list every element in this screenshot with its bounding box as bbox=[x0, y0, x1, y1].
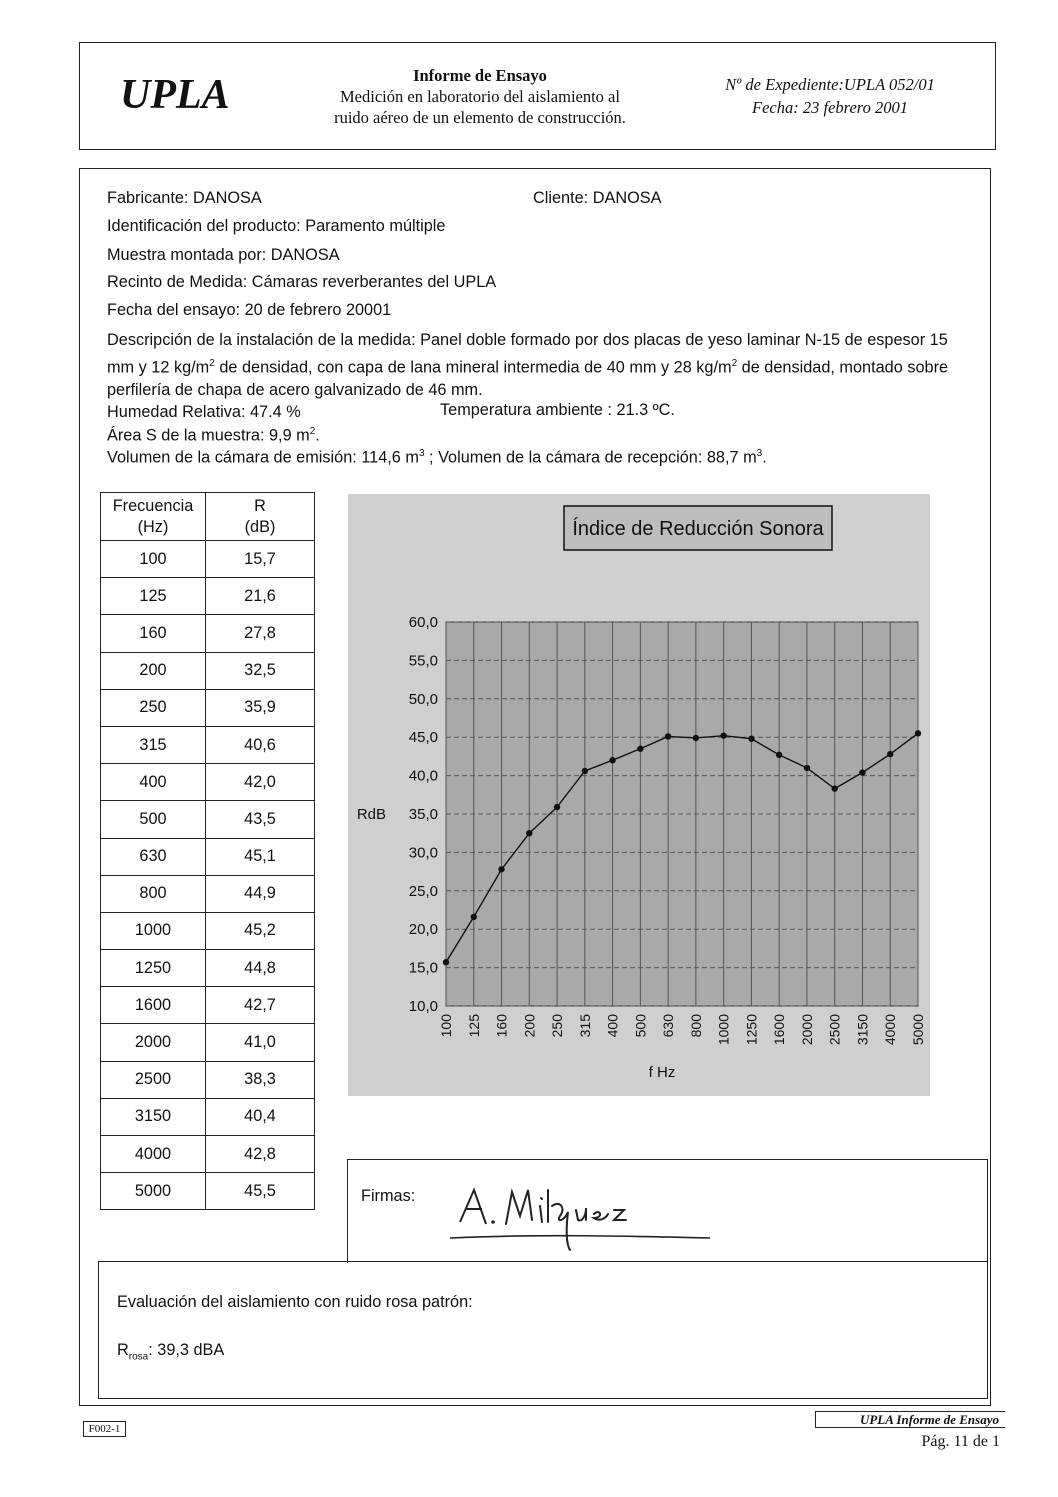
handwritten-signature bbox=[448, 1178, 718, 1253]
data-point bbox=[443, 959, 449, 965]
frequency-cell: 630 bbox=[101, 838, 206, 875]
table-row bbox=[101, 987, 315, 1024]
table-row bbox=[101, 764, 315, 801]
report-date: Fecha: 23 febrero 2001 bbox=[752, 98, 908, 117]
frequency-cell: 2500 bbox=[101, 1061, 206, 1098]
x-tick-label: 630 bbox=[660, 1014, 677, 1038]
data-point bbox=[832, 785, 838, 791]
data-point bbox=[471, 914, 477, 920]
frequency-cell: 315 bbox=[101, 726, 206, 763]
signature-label: Firmas: bbox=[361, 1187, 416, 1205]
frequency-cell: 250 bbox=[101, 689, 206, 726]
header-meta bbox=[680, 73, 980, 119]
recinto-medida: Recinto de Medida: Cámaras reverberantes del UPLA bbox=[107, 273, 497, 291]
r-value-cell: 45,2 bbox=[206, 912, 315, 949]
r-value-cell: 38,3 bbox=[206, 1061, 315, 1098]
r-value-cell: 42,7 bbox=[206, 987, 315, 1024]
identificacion-producto: Identificación del producto: Paramento múltiple bbox=[107, 217, 446, 235]
r-value-cell: 40,6 bbox=[206, 726, 315, 763]
r-value-cell: 27,8 bbox=[206, 615, 315, 652]
x-tick-label: 500 bbox=[632, 1014, 649, 1038]
data-point bbox=[887, 751, 893, 757]
data-point bbox=[554, 804, 560, 810]
upla-logo: UPLA bbox=[120, 72, 230, 118]
x-tick-label: 3150 bbox=[854, 1014, 871, 1046]
y-tick-label: 15,0 bbox=[408, 959, 438, 977]
descripcion-instalacion: Descripción de la instalación de la medida: Panel doble formado por dos placas de yeso laminar N-15 de espesor 15 mm y 12 $kg/m^2$ de densidad, con capa de lana mineral intermedia de 40 mm y 28 $kg/m^2$ de densidad, montado sobre perfilería de chapa de acero galvanizado de 46 mm. bbox=[107, 331, 949, 400]
table-row bbox=[101, 1024, 315, 1061]
frequency-table bbox=[100, 492, 315, 1210]
chart-title: Índice de Reducción Sonora bbox=[572, 518, 824, 540]
y-tick-label: 45,0 bbox=[408, 729, 438, 747]
table-row bbox=[101, 541, 315, 578]
evaluation-title: Evaluación del aislamiento con ruido rosa patrón: bbox=[117, 1293, 473, 1311]
r-value-cell: 45,5 bbox=[206, 1173, 315, 1210]
y-tick-label: 50,0 bbox=[408, 690, 438, 708]
col-r-header: R (dB) bbox=[206, 493, 315, 541]
r-value-cell: 43,5 bbox=[206, 801, 315, 838]
x-tick-label: 4000 bbox=[882, 1014, 899, 1046]
r-value-cell: 40,4 bbox=[206, 1098, 315, 1135]
y-tick-label: 55,0 bbox=[408, 652, 438, 670]
fabricante: Fabricante: DANOSA bbox=[107, 189, 262, 207]
expediente-number: Nº de Expediente:UPLA 052/01 bbox=[725, 75, 935, 94]
y-tick-label: 35,0 bbox=[408, 806, 438, 823]
x-tick-label: 200 bbox=[521, 1014, 538, 1038]
title-line-1: Informe de Ensayo bbox=[413, 66, 547, 85]
muestra-montada: Muestra montada por: DANOSA bbox=[107, 246, 340, 264]
signature-box bbox=[347, 1159, 988, 1263]
frequency-cell: 500 bbox=[101, 801, 206, 838]
r-value-cell: 41,0 bbox=[206, 1024, 315, 1061]
data-point bbox=[748, 736, 754, 742]
table-row bbox=[101, 615, 315, 652]
r-value-cell: 35,9 bbox=[206, 689, 315, 726]
frequency-cell: 400 bbox=[101, 764, 206, 801]
data-point bbox=[859, 769, 865, 775]
table-row bbox=[101, 652, 315, 689]
table-row bbox=[101, 1098, 315, 1135]
data-point bbox=[665, 733, 671, 739]
x-tick-label: 100 bbox=[438, 1014, 454, 1038]
fecha-ensayo: Fecha del ensayo: 20 de febrero 20001 bbox=[107, 301, 392, 319]
r-value-cell: 15,7 bbox=[206, 541, 315, 578]
r-value-cell: 45,1 bbox=[206, 838, 315, 875]
footer-brand: UPLA Informe de Ensayo bbox=[815, 1411, 1005, 1428]
x-tick-label: 160 bbox=[493, 1014, 510, 1038]
y-tick-label: 40,0 bbox=[408, 767, 438, 785]
table-row bbox=[101, 1061, 315, 1098]
frequency-cell: 1000 bbox=[101, 912, 206, 949]
cliente: Cliente: DANOSA bbox=[533, 189, 662, 207]
y-tick-label: 60,0 bbox=[408, 614, 438, 631]
table-row bbox=[101, 838, 315, 875]
x-axis-label: f Hz bbox=[648, 1064, 676, 1081]
y-tick-label: 20,0 bbox=[408, 921, 438, 939]
table-row bbox=[101, 1173, 315, 1210]
x-tick-label: 250 bbox=[549, 1014, 566, 1038]
frequency-cell: 800 bbox=[101, 875, 206, 912]
data-point bbox=[720, 732, 726, 738]
frequency-cell: 200 bbox=[101, 652, 206, 689]
data-point bbox=[776, 752, 782, 758]
title-line-3: ruido aéreo de un elemento de construcción. bbox=[334, 108, 626, 127]
x-tick-label: 2500 bbox=[826, 1014, 843, 1046]
frequency-cell: 5000 bbox=[101, 1173, 206, 1210]
page-number: Pág. 11 de 1 bbox=[921, 1433, 1000, 1450]
data-point bbox=[915, 730, 921, 736]
frequency-cell: 3150 bbox=[101, 1098, 206, 1135]
r-value-cell: 42,8 bbox=[206, 1136, 315, 1173]
table-row bbox=[101, 1136, 315, 1173]
table-row bbox=[101, 875, 315, 912]
table-row bbox=[101, 950, 315, 987]
r-value-cell: 44,8 bbox=[206, 950, 315, 987]
data-point bbox=[609, 757, 615, 763]
frequency-cell: 1250 bbox=[101, 950, 206, 987]
r-value-cell: 44,9 bbox=[206, 875, 315, 912]
frequency-cell: 2000 bbox=[101, 1024, 206, 1061]
x-tick-label: 2000 bbox=[798, 1014, 815, 1046]
title-line-2: Medición en laboratorio del aislamiento al bbox=[340, 87, 620, 106]
r-value-cell: 21,6 bbox=[206, 578, 315, 615]
reduction-index-chart bbox=[348, 494, 930, 1096]
evaluation-box bbox=[98, 1261, 988, 1399]
x-tick-label: 1000 bbox=[715, 1014, 732, 1046]
form-code: F002-1 bbox=[83, 1421, 126, 1437]
x-tick-label: 5000 bbox=[910, 1014, 926, 1046]
frequency-cell: 100 bbox=[101, 541, 206, 578]
x-tick-label: 800 bbox=[687, 1014, 704, 1038]
table-row bbox=[101, 578, 315, 615]
col-frecuencia-header: Frecuencia (Hz) bbox=[101, 493, 206, 541]
humedad-relativa: Humedad Relativa: 47.4 % bbox=[107, 403, 301, 421]
frequency-cell: 4000 bbox=[101, 1136, 206, 1173]
r-rosa-value: $R_{rosa}$: 39,3 dBA bbox=[117, 1341, 225, 1363]
data-point bbox=[637, 746, 643, 752]
x-tick-label: 400 bbox=[604, 1014, 621, 1038]
report-title bbox=[295, 65, 665, 128]
r-value-cell: 32,5 bbox=[206, 652, 315, 689]
data-point bbox=[526, 830, 532, 836]
r-value-cell: 42,0 bbox=[206, 764, 315, 801]
x-tick-label: 1250 bbox=[743, 1014, 760, 1046]
area-muestra: Área S de la muestra: 9,9 $m^2$. bbox=[107, 426, 320, 445]
table-header-row bbox=[101, 493, 315, 541]
x-tick-label: 125 bbox=[465, 1014, 482, 1038]
report-header bbox=[79, 42, 996, 150]
y-axis-label: RdB bbox=[356, 806, 386, 823]
frequency-cell: 1600 bbox=[101, 987, 206, 1024]
x-tick-label: 1600 bbox=[771, 1014, 788, 1046]
chart-svg bbox=[348, 494, 930, 1096]
data-point bbox=[804, 765, 810, 771]
data-point bbox=[582, 768, 588, 774]
x-tick-label: 315 bbox=[576, 1014, 593, 1038]
y-tick-label: 30,0 bbox=[408, 844, 438, 862]
y-tick-label: 10,0 bbox=[408, 998, 438, 1015]
table-row bbox=[101, 912, 315, 949]
volumen-camaras: Volumen de la cámara de emisión: 114,6 $m^3$ ; Volumen de la cámara de recepción: 88,7 $m^3$. bbox=[107, 448, 767, 467]
frequency-cell: 160 bbox=[101, 615, 206, 652]
data-point bbox=[498, 866, 504, 872]
table-row bbox=[101, 726, 315, 763]
frequency-cell: 125 bbox=[101, 578, 206, 615]
temperatura-ambiente: Temperatura ambiente : 21.3 ºC. bbox=[440, 401, 675, 419]
table-row bbox=[101, 689, 315, 726]
y-tick-label: 25,0 bbox=[408, 882, 438, 900]
data-point bbox=[693, 735, 699, 741]
table-row bbox=[101, 801, 315, 838]
